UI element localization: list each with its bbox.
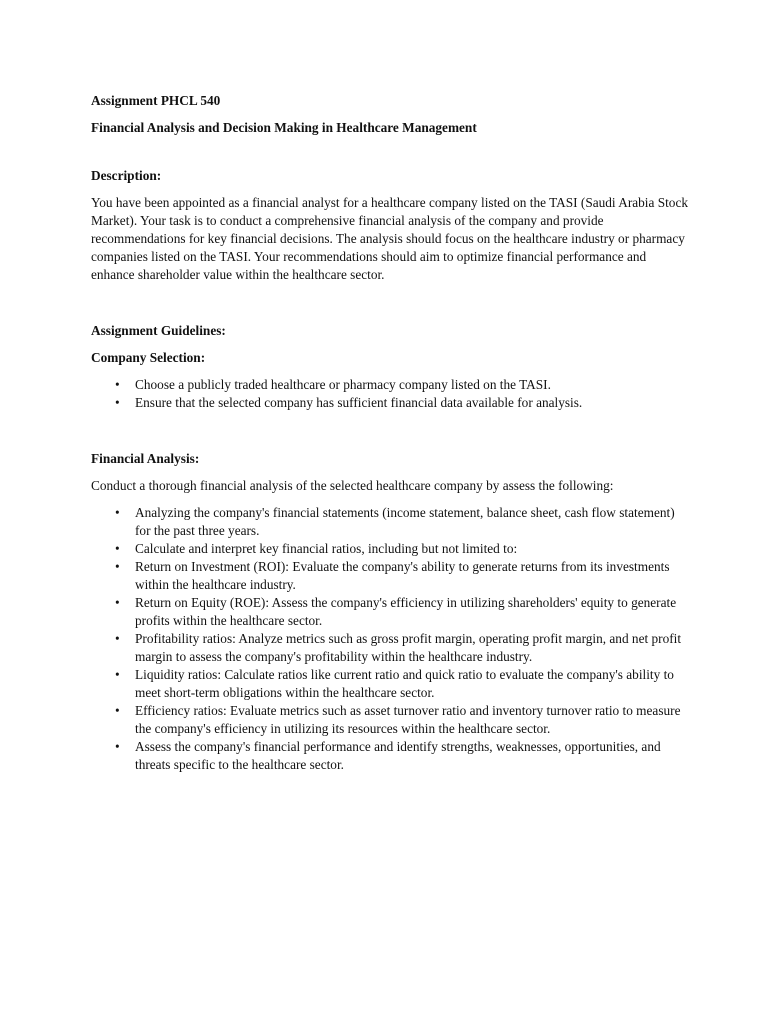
list-item [91, 738, 688, 774]
company-selection-heading: Company Selection: [91, 350, 206, 365]
list-item-text: Profitability ratios: Analyze metrics such as gross profit margin, operating profit margin, and net profit margin to assess the company's profitability within the healthcare industry. [135, 631, 682, 664]
list-item-text: Analyzing the company's financial statements (income statement, balance sheet, cash flow statement) for the past three years. [135, 505, 675, 538]
section-spacer [91, 293, 688, 322]
financial-analysis-list [91, 504, 688, 774]
section-spacer [91, 421, 688, 450]
list-item [91, 394, 688, 412]
list-item [91, 376, 688, 394]
company-selection-list [91, 376, 688, 412]
financial-analysis-intro: Conduct a thorough financial analysis of the selected healthcare company by assess the following: [91, 478, 614, 493]
assignment-title: Assignment PHCL 540 [91, 93, 221, 108]
bullet-icon: • [115, 739, 120, 754]
course-title: Financial Analysis and Decision Making in Healthcare Management [91, 120, 477, 135]
bullet-icon: • [115, 377, 120, 392]
list-item-text: Efficiency ratios: Evaluate metrics such as asset turnover ratio and inventory turnover ratio to measure the company's efficiency in utilizing its resources within the healthcare sector. [135, 703, 681, 736]
bullet-icon: • [115, 395, 120, 410]
bullet-icon: • [115, 541, 120, 556]
list-item-text: Ensure that the selected company has sufficient financial data available for analysis. [135, 395, 583, 410]
description-body: You have been appointed as a financial analyst for a healthcare company listed on the TASI (Saudi Arabia Stock Market). Your task is to conduct a comprehensive financial analysis of the company and provide recommendations for key financial decisions. The analysis should focus on the healthcare industry or pharmacy companies listed on the TASI. Your recommendations should aim to optimize financial performance and enhance shareholder value within the healthcare sector. [91, 195, 689, 282]
list-item-text: Return on Investment (ROI): Evaluate the company's ability to generate returns from its investments within the healthcare industry. [135, 559, 670, 592]
list-item-text: Liquidity ratios: Calculate ratios like current ratio and quick ratio to evaluate the company's ability to meet short-term obligations within the healthcare sector. [135, 667, 674, 700]
list-item-text: Assess the company's financial performance and identify strengths, weaknesses, opportunities, and threats specific to the healthcare sector. [135, 739, 661, 772]
list-item-text: Return on Equity (ROE): Assess the company's efficiency in utilizing shareholders' equity to generate profits within the healthcare sector. [135, 595, 677, 628]
list-item [91, 540, 688, 558]
list-item [91, 594, 688, 630]
bullet-icon: • [115, 703, 120, 718]
list-item-text: Calculate and interpret key financial ratios, including but not limited to: [135, 541, 518, 556]
bullet-icon: • [115, 559, 120, 574]
financial-analysis-heading: Financial Analysis: [91, 451, 200, 466]
list-item [91, 558, 688, 594]
description-heading: Description: [91, 168, 162, 183]
list-item [91, 630, 688, 666]
list-item [91, 504, 688, 540]
guidelines-heading: Assignment Guidelines: [91, 323, 226, 338]
list-item [91, 666, 688, 702]
bullet-icon: • [115, 667, 120, 682]
bullet-icon: • [115, 595, 120, 610]
bullet-icon: • [115, 505, 120, 520]
list-item [91, 702, 688, 738]
list-item-text: Choose a publicly traded healthcare or pharmacy company listed on the TASI. [135, 377, 551, 392]
bullet-icon: • [115, 631, 120, 646]
